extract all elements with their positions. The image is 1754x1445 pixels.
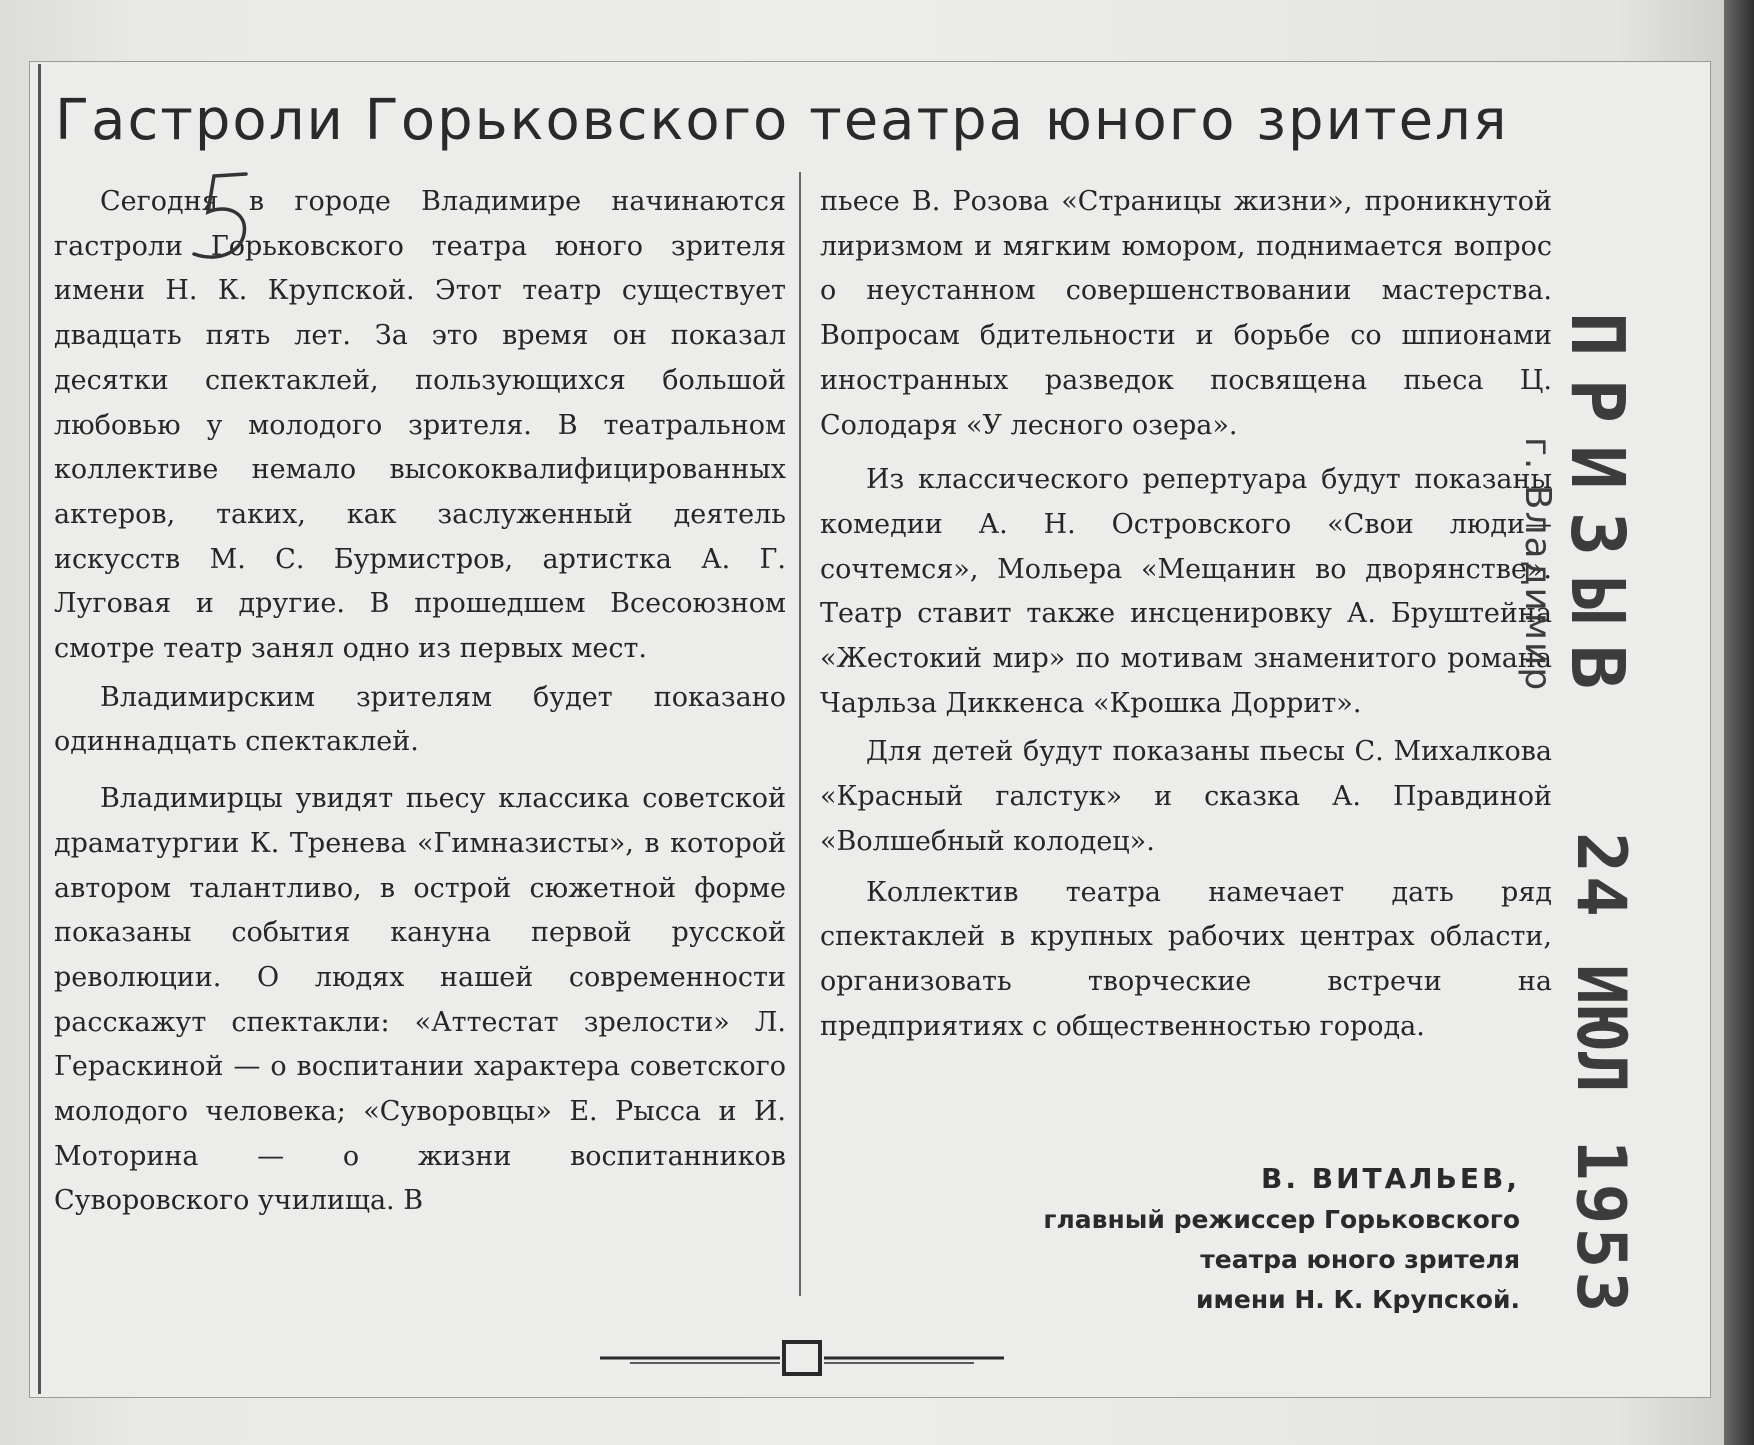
author-title-line-2: театра юного зрителя <box>1200 1245 1520 1274</box>
right-paragraph-3: Для детей будут показаны пьесы С. Михалкова «Красный галстук» и сказка А. Правдиной «Волшебный колодец». <box>820 736 1552 857</box>
handwritten-number-icon <box>186 168 276 268</box>
article-headline: Гастроли Горьковского театра юного зрителя <box>55 88 1509 153</box>
end-ornament-icon <box>600 1330 1010 1380</box>
stamp-newspaper-name: ПРИЗЫВ <box>1554 312 1640 712</box>
right-paragraph-1: пьесе В. Розова «Страницы жизни», проникнутой лиризмом и мягким юмором, поднимается вопрос о неустанном совершенствовании мастерства. Вопросам бдительности и борьбе со шпионами иностранных разведок посвящена пьеса Ц. Солодаря «У лесного озера». <box>820 186 1552 441</box>
stamp-date: 24 ИЮЛ 1953 <box>1561 832 1640 1316</box>
author-title-line-3: имени Н. К. Крупской. <box>1195 1285 1520 1314</box>
left-border-rule <box>38 64 41 1394</box>
article-right-column <box>820 180 1552 1049</box>
author-title-line-1: главный режиссер Горьковского <box>1043 1205 1520 1234</box>
left-paragraph-1: Сегодня в городе Владимире начинаются гастроли Горьковского театра юного зрителя имени Н. К. Крупской. Этот театр существует двадцать пять лет. За это время он показал десятки спектаклей, пользующихся большой любовью у молодого зрителя. В театральном коллективе немало высококвалифицированных актеров, таких, как заслуженный деятель искусств М. С. Бурмистров, артистка А. Г. Луговая и другие. В прошедшем Всесоюзном смотре театр занял одно из первых мест. <box>54 186 786 665</box>
article-signature <box>900 1158 1520 1320</box>
column-divider <box>799 172 801 1296</box>
author-name: В. ВИТАЛЬЕВ, <box>1261 1162 1520 1195</box>
right-paragraph-4: Коллектив театра намечает дать ряд спектаклей в крупных рабочих центрах области, организовать творческие встречи на предприятиях с общественностью города. <box>820 876 1552 1042</box>
left-paragraph-3: Владимирцы увидят пьесу классика советской драматургии К. Тренева «Гимназисты», в которой автором талантливо, в острой сюжетной форме показаны события кануна первой русской революции. О людях нашей современности расскажут спектакли: «Аттестат зрелости» Л. Гераскиной — о воспитании характера советского молодого человека; «Суворовцы» Е. Рысса и И. Моторина — о жизни воспитанников Суворовского училища. В <box>54 783 786 1217</box>
right-paragraph-2: Из классического репертуара будут показаны комедии А. Н. Островского «Свои люди—сочтемся», Мольера «Мещанин во дворянстве». Театр ставит также инсценировку А. Бруштейна «Жестокий мир» по мотивам знаменитого романа Чарльза Диккенса «Крошка Доррит». <box>820 464 1552 719</box>
article-left-column <box>54 180 786 1224</box>
stamp-city: г. Владимир <box>1517 437 1558 693</box>
scan-edge-shadow <box>1724 0 1754 1445</box>
left-paragraph-2: Владимирским зрителям будет показано одиннадцать спектаклей. <box>54 681 786 758</box>
